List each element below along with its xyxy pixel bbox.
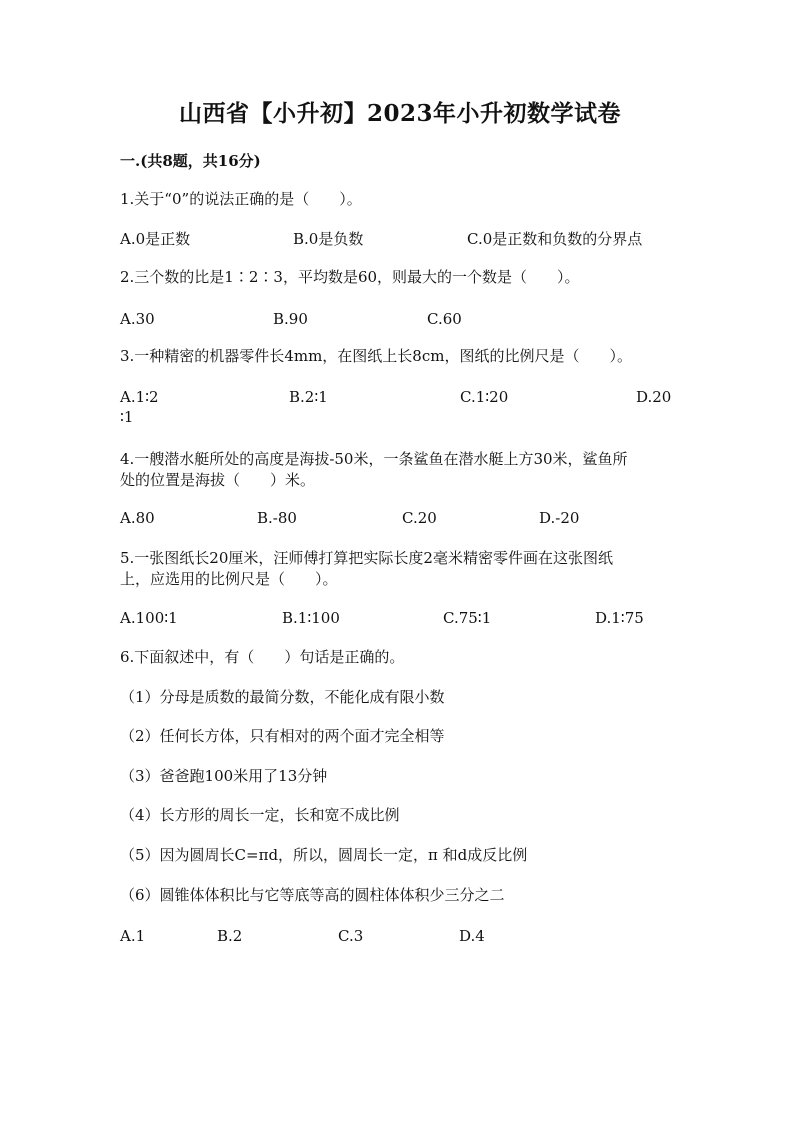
question-4-option-a[interactable]: A.80 xyxy=(120,509,155,527)
question-6-statement-6: （6）圆锥体体积比与它等底等高的圆柱体体积少三分之二 xyxy=(120,886,505,904)
question-5-option-a[interactable]: A.100∶1 xyxy=(120,609,178,627)
question-3-option-c[interactable]: C.1∶20 xyxy=(460,388,509,406)
question-1-option-b[interactable]: B.0是负数 xyxy=(293,230,364,248)
question-1-stem: 1.关于“0”的说法正确的是（ ）。 xyxy=(120,190,362,208)
question-6-statement-2: （2）任何长方体，只有相对的两个面才完全相等 xyxy=(120,727,445,745)
section-heading: 一.(共8题，共16分) xyxy=(120,152,261,170)
question-6-option-a[interactable]: A.1 xyxy=(120,927,146,945)
question-6-option-c[interactable]: C.3 xyxy=(338,927,364,945)
question-3-option-d[interactable]: D.20 xyxy=(636,388,672,406)
question-5-option-b[interactable]: B.1∶100 xyxy=(282,609,340,627)
question-2-option-a[interactable]: A.30 xyxy=(120,310,155,328)
question-3-option-d-continued: ∶1 xyxy=(120,408,134,426)
question-6-statement-5: （5）因为圆周长C=πd，所以，圆周长一定，π 和d成反比例 xyxy=(120,846,528,864)
question-1-option-a[interactable]: A.0是正数 xyxy=(120,230,191,248)
question-4-option-c[interactable]: C.20 xyxy=(402,509,437,527)
question-4-stem-line-1: 4.一艘潜水艇所处的高度是海拔-50米，一条鲨鱼在潜水艇上方30米，鲨鱼所 xyxy=(120,450,628,468)
question-6-option-b[interactable]: B.2 xyxy=(217,927,243,945)
question-2-option-b[interactable]: B.90 xyxy=(273,310,308,328)
question-3-option-b[interactable]: B.2∶1 xyxy=(289,388,328,406)
question-4-option-d[interactable]: D.-20 xyxy=(539,509,580,527)
question-6-statement-1: （1）分母是质数的最简分数，不能化成有限小数 xyxy=(120,688,445,706)
question-5-stem-line-2: 上，应选用的比例尺是（ ）。 xyxy=(120,570,338,588)
question-4-stem-line-2: 处的位置是海拔（ ）米。 xyxy=(120,471,316,489)
question-4-option-b[interactable]: B.-80 xyxy=(257,509,297,527)
question-6-option-d[interactable]: D.4 xyxy=(459,927,485,945)
question-6-statement-4: （4）长方形的周长一定，长和宽不成比例 xyxy=(120,806,400,824)
page-title: 山西省【小升初】2023年小升初数学试卷 xyxy=(178,100,621,127)
question-2-stem: 2.三个数的比是1∶2∶3，平均数是60，则最大的一个数是（ ）。 xyxy=(120,268,580,286)
question-6-stem: 6.下面叙述中，有（ ）句话是正确的。 xyxy=(120,648,405,666)
question-3-stem: 3.一种精密的机器零件长4mm，在图纸上长8cm，图纸的比例尺是（ ）。 xyxy=(120,347,632,365)
question-5-stem-line-1: 5.一张图纸长20厘米，汪师傅打算把实际长度2毫米精密零件画在这张图纸 xyxy=(120,549,613,567)
question-2-option-c[interactable]: C.60 xyxy=(427,310,462,328)
question-5-option-d[interactable]: D.1∶75 xyxy=(595,609,644,627)
question-6-statement-3: （3）爸爸跑100米用了13分钟 xyxy=(120,767,328,785)
question-5-option-c[interactable]: C.75∶1 xyxy=(443,609,492,627)
question-1-option-c[interactable]: C.0是正数和负数的分界点 xyxy=(467,230,643,248)
question-3-option-a[interactable]: A.1∶2 xyxy=(120,388,159,406)
